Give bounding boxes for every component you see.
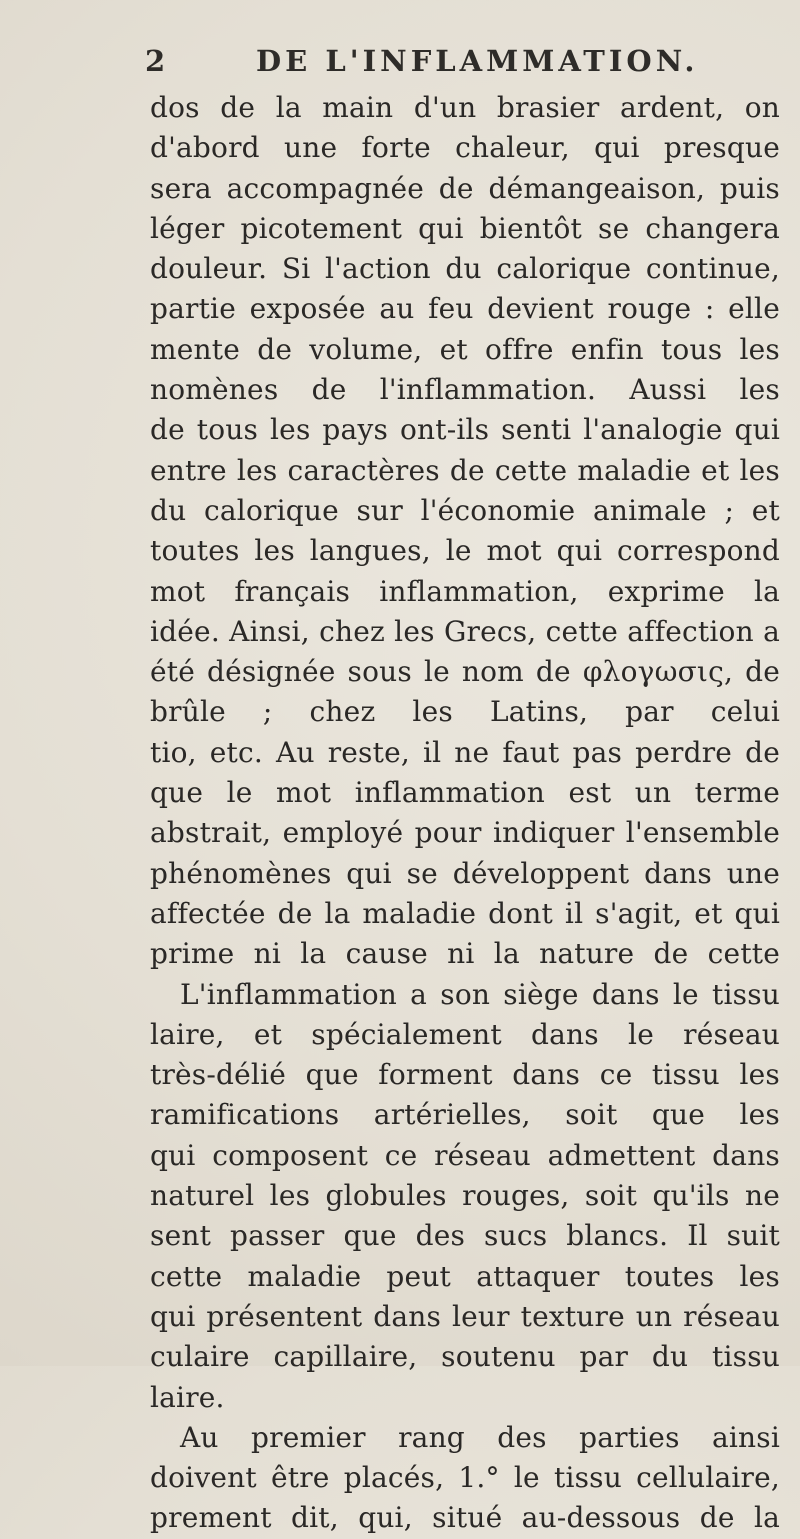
page-number: 2 — [145, 44, 170, 78]
text-line: d'abord une forte chaleur, qui presque — [150, 131, 780, 165]
text-line: de tous les pays ont-ils senti l'analogie qui — [150, 413, 780, 447]
text-line: naturel les globules rouges, soit qu'ils ne — [150, 1179, 780, 1213]
text-line: que le mot inflammation est un terme — [150, 776, 780, 810]
text-line: cette maladie peut attaquer toutes les — [150, 1259, 780, 1293]
text-line: culaire capillaire, soutenu par du tissu — [150, 1340, 780, 1374]
paragraph-start-line: L'inflammation a son siège dans le tissu — [180, 977, 780, 1011]
text-line: abstrait, employé pour indiquer l'ensemble — [150, 816, 780, 850]
text-line: entre les caractères de cette maladie et les — [150, 453, 780, 487]
text-line: idée. Ainsi, chez les Grecs, cette affection a — [150, 614, 780, 648]
text-line: phénomènes qui se développent dans une — [150, 856, 780, 890]
text-line: doivent être placés, 1.° le tissu cellulaire, — [150, 1461, 780, 1495]
paragraph-start-line: Au premier rang des parties ainsi — [180, 1420, 780, 1454]
text-line: léger picotement qui bientôt se changera — [150, 211, 780, 245]
text-line: ramifications artérielles, soit que les — [150, 1098, 780, 1132]
body-text — [150, 88, 780, 1539]
text-line: tio, etc. Au reste, il ne faut pas perdre de — [150, 735, 780, 769]
text-line: affectée de la maladie dont il s'agit, et qui — [150, 896, 780, 930]
text-line: qui composent ce réseau admettent dans — [150, 1138, 780, 1172]
text-line: été désignée sous le nom de φλογωσις, de — [150, 655, 780, 689]
running-title: DE L'INFLAMMATION. — [256, 44, 699, 78]
text-line: prime ni la cause ni la nature de cette — [150, 937, 780, 971]
text-line: nomènes de l'inflammation. Aussi les — [150, 373, 780, 407]
text-line: prement dit, qui, situé au-dessous de la — [150, 1501, 780, 1535]
text-line: douleur. Si l'action du calorique continue, — [150, 252, 780, 286]
text-line: du calorique sur l'économie animale ; et — [150, 493, 780, 527]
text-line: brûle ; chez les Latins, par celui — [150, 695, 780, 729]
text-line: très-délié que forment dans ce tissu les — [150, 1058, 780, 1092]
paragraph-end-line: laire. — [150, 1380, 225, 1414]
running-head — [145, 44, 785, 84]
text-line: toutes les langues, le mot qui correspond — [150, 534, 780, 568]
text-line: qui présentent dans leur texture un réseau — [150, 1299, 780, 1333]
text-line: mente de volume, et offre enfin tous les — [150, 332, 780, 366]
text-line: mot français inflammation, exprime la — [150, 574, 780, 608]
text-line: laire, et spécialement dans le réseau — [150, 1017, 780, 1051]
text-line: sera accompagnée de démangeaison, puis — [150, 171, 780, 205]
text-line: dos de la main d'un brasier ardent, on — [150, 91, 780, 124]
text-line: sent passer que des sucs blancs. Il suit — [150, 1219, 780, 1253]
text-line: partie exposée au feu devient rouge : elle — [150, 292, 780, 326]
